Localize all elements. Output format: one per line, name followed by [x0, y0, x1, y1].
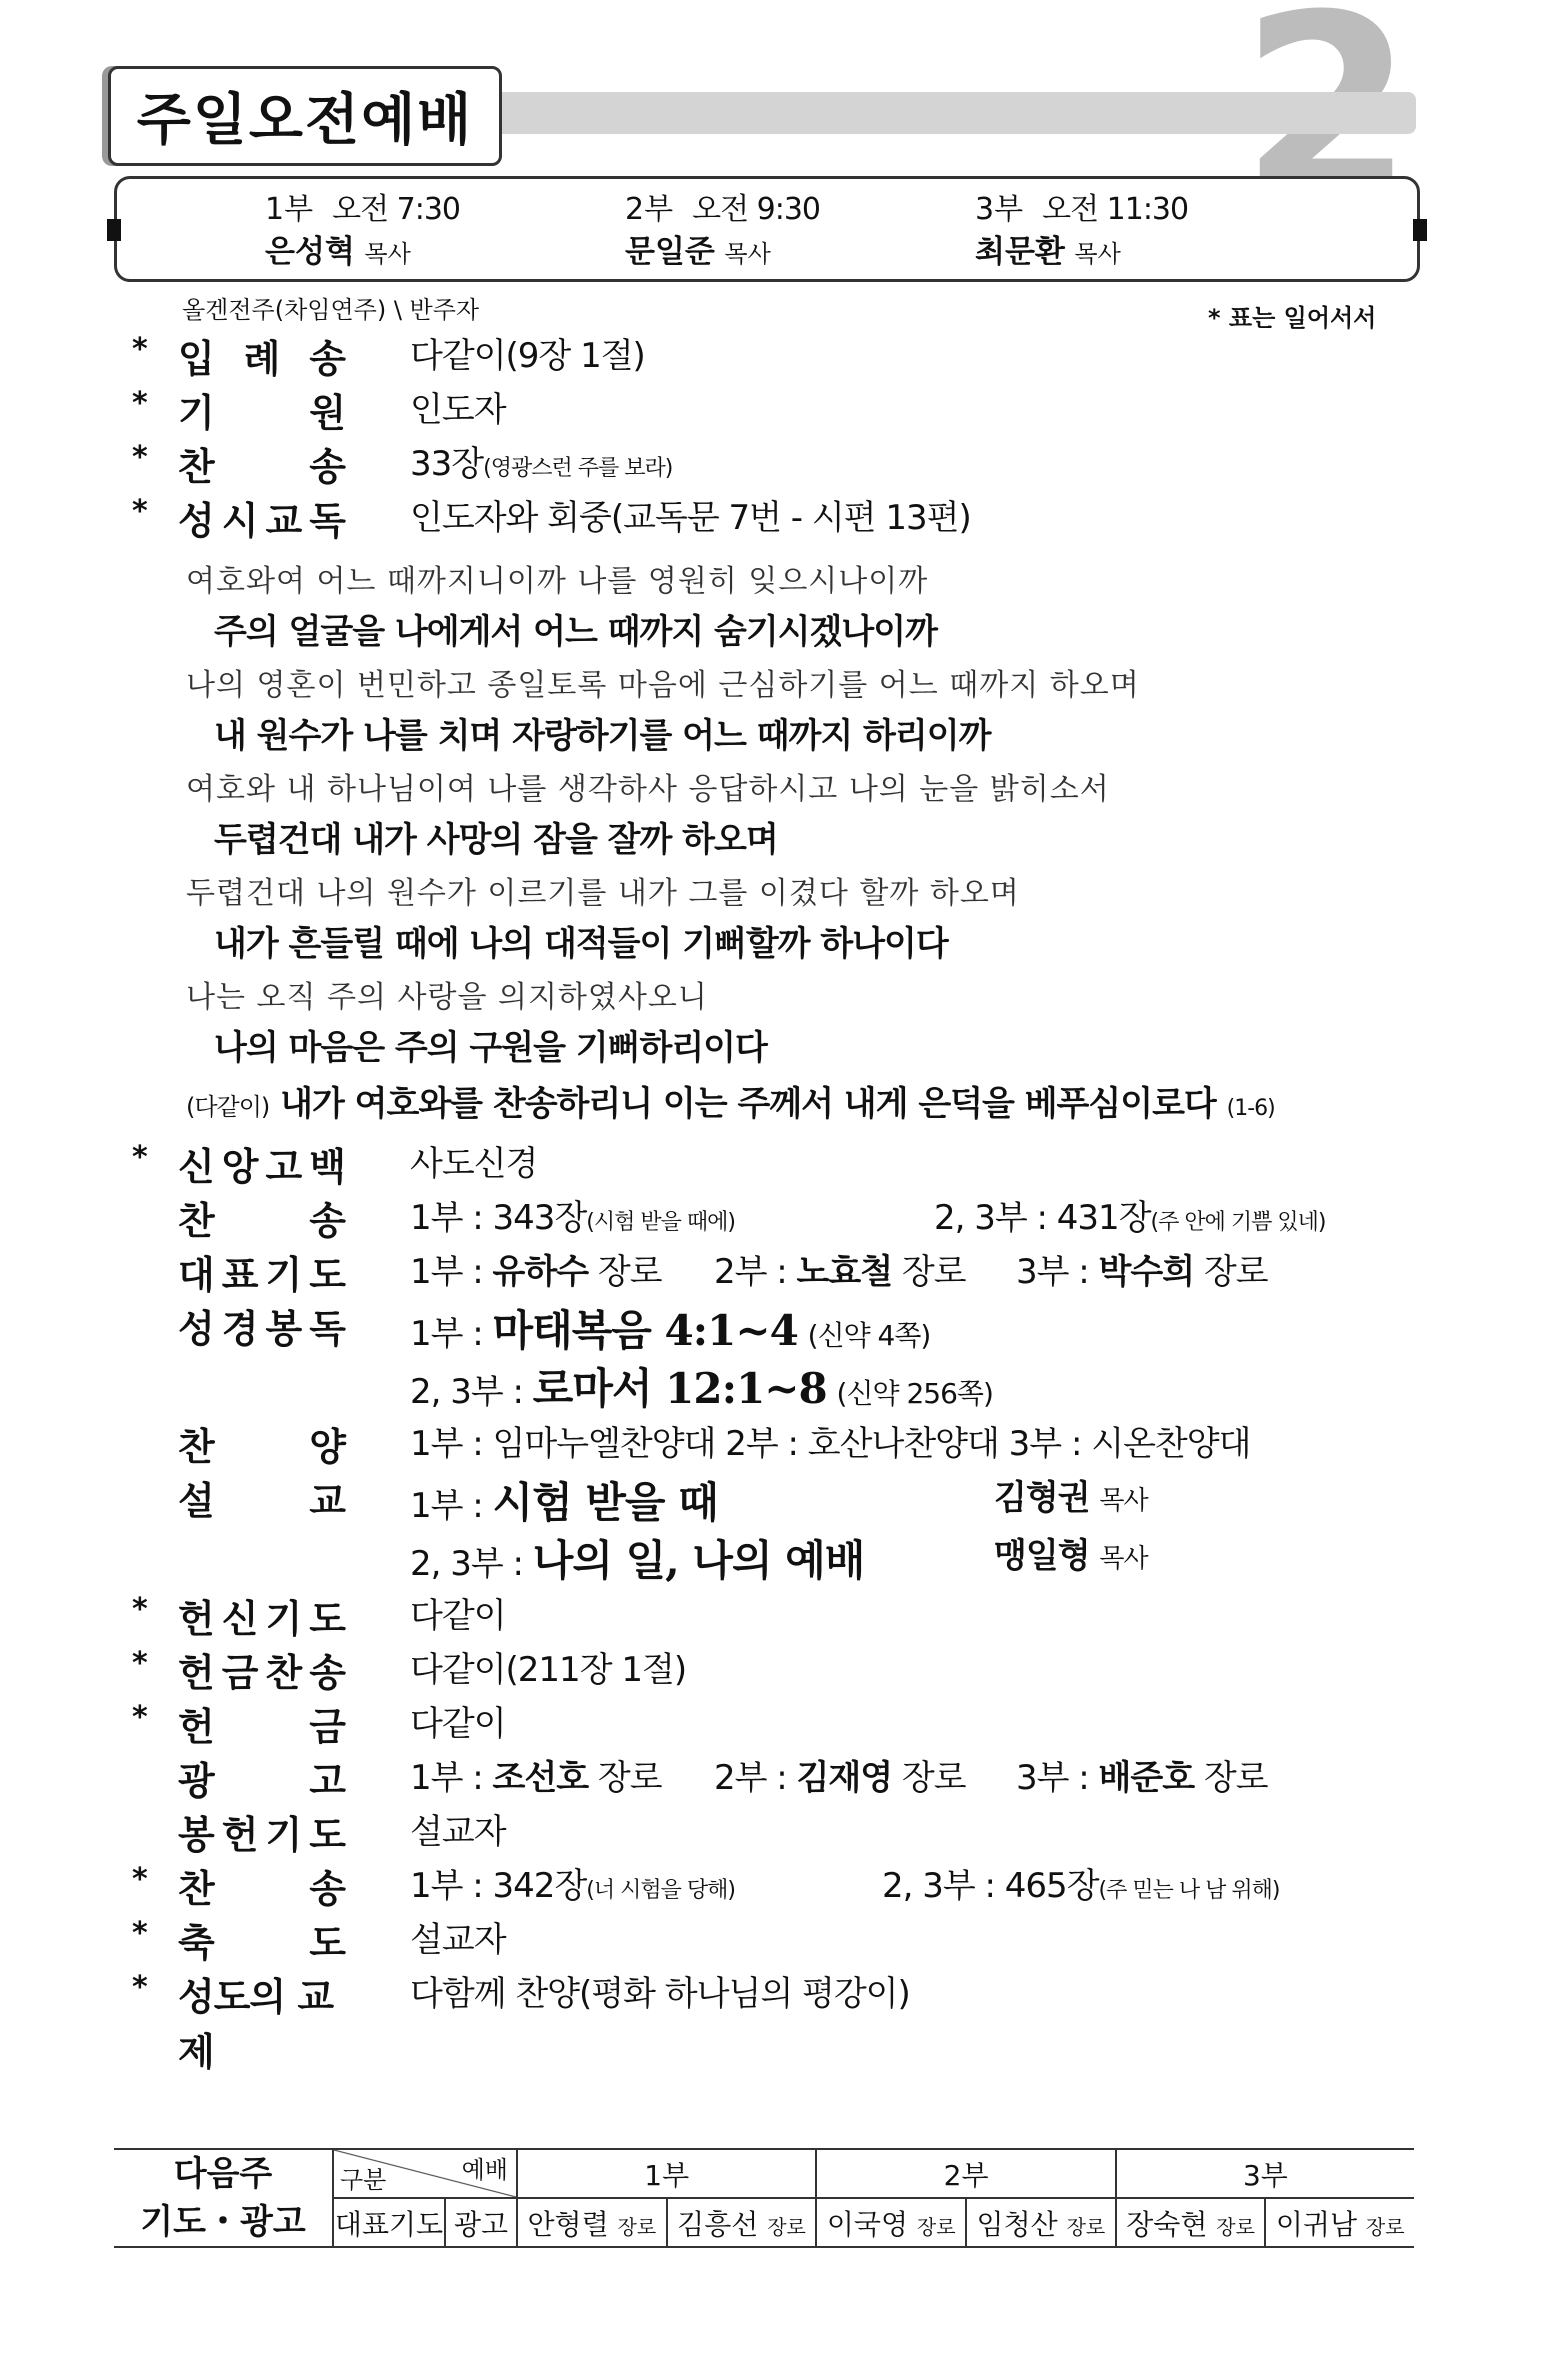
person-role: 장로 — [1216, 2214, 1255, 2239]
corner-right-label: 예배 — [461, 2156, 508, 2184]
label-char: 광 — [178, 1759, 215, 1803]
hymn-part1: 1부 : 342장 — [410, 1866, 587, 1906]
service-2-time: 오전 9:30 — [692, 192, 821, 227]
person-name: 임청산 — [976, 2207, 1058, 2241]
standing-note: * 표는 일어서서 — [1208, 304, 1377, 332]
row-label — [178, 1966, 346, 2076]
row-label — [178, 436, 346, 491]
preacher-2: 맹일형 — [994, 1536, 1090, 1576]
part-label: 1부 : — [410, 1486, 493, 1526]
order-row-responsive-reading — [0, 490, 1543, 544]
label-char: 봉 — [178, 1813, 215, 1857]
row-content — [410, 1528, 864, 1588]
elder-name: 조선호 — [492, 1758, 589, 1798]
service-3 — [975, 189, 1188, 275]
row-content-2 — [882, 1858, 1279, 1907]
label-char: 축 — [178, 1921, 215, 1965]
prelude-note: 올겐전주(차임연주) \ 반주자 — [182, 296, 480, 324]
row-label — [178, 1750, 346, 1805]
order-row-scripture-2 — [0, 1356, 1543, 1414]
sermon-title-1: 시험 받을 때 — [492, 1478, 718, 1527]
row-content — [410, 1356, 993, 1416]
part-label: 1부 : — [410, 1252, 493, 1292]
label-char: 찬 — [178, 445, 215, 489]
reading-response-line: 나의 마음은 주의 구원을 기뻐하리이다 — [214, 1028, 767, 1068]
elder-role: 장로 — [901, 1252, 966, 1292]
corner-cell — [333, 2149, 517, 2198]
label-char: 례 — [243, 337, 281, 381]
order-row-benediction — [0, 1912, 1543, 1966]
scripture-2-ref: (신약 256쪽) — [836, 1377, 993, 1410]
label-char: 송 — [309, 1199, 346, 1243]
row-label — [178, 490, 346, 545]
label-char: 헌 — [178, 1705, 215, 1749]
order-row-creed — [0, 1136, 1543, 1190]
standing-mark: * — [132, 1140, 148, 1175]
elder-role: 장로 — [1203, 1758, 1268, 1798]
elder-role: 장로 — [597, 1758, 662, 1798]
part-label: 1부 : — [410, 1758, 493, 1798]
person-role: 장로 — [1365, 2214, 1405, 2239]
row-content-2 — [994, 1528, 1148, 1577]
row-content — [410, 1244, 662, 1293]
row-content: 다같이(9장 1절) — [410, 336, 645, 376]
reading-leader-line: 여호와 내 하나님이여 나를 생각하사 응답하시고 나의 눈을 밝히소서 — [186, 772, 1110, 807]
hymn-part1-title: (시험 받을 때에) — [586, 1210, 735, 1235]
scripture-1: 마태복음 4:1~4 — [492, 1306, 798, 1355]
person-cell — [816, 2198, 966, 2247]
hymn-part23-title: (주 믿는 나 남 위해) — [1098, 1878, 1280, 1903]
person-role: 장로 — [617, 2214, 657, 2239]
elder-name: 노효철 — [796, 1252, 893, 1292]
label-char: 고 — [309, 1759, 346, 1803]
row-label — [178, 1136, 346, 1191]
person-role: 장로 — [916, 2214, 956, 2239]
order-row-closing-hymn — [0, 1858, 1543, 1912]
order-row-choir — [0, 1416, 1543, 1470]
part-header: 3부 — [1116, 2149, 1414, 2198]
title-bar — [496, 92, 1416, 134]
row-content-3 — [1016, 1244, 1268, 1293]
row-content: 1부 : 임마누엘찬양대 2부 : 호산나찬양대 3부 : 시온찬양대 — [410, 1424, 1251, 1464]
label-char: 표 — [221, 1253, 259, 1297]
label-char: 성 — [178, 499, 215, 543]
part-label: 1부 : — [410, 1314, 493, 1354]
sermon-title-2: 나의 일, 나의 예배 — [532, 1536, 865, 1585]
hymn-part1-title: (너 시험을 당해) — [586, 1878, 735, 1903]
row-label — [178, 1588, 346, 1643]
row-label — [178, 1858, 346, 1913]
row-label — [178, 328, 346, 383]
label-char: 송 — [309, 1867, 346, 1911]
preacher-1: 김형권 — [994, 1478, 1090, 1518]
order-row-fellowship — [0, 1966, 1543, 2074]
standing-mark: * — [132, 1970, 148, 2005]
label-char: 찬 — [178, 1867, 215, 1911]
reading-response-line: 주의 얼굴을 나에게서 어느 때까지 숨기시겠나이까 — [214, 612, 937, 652]
scripture-2: 로마서 12:1~8 — [532, 1364, 827, 1413]
part-label: 2부 : — [714, 1758, 797, 1798]
reading-response-line: 내가 흔들릴 때에 나의 대적들이 기뻐할까 하나이다 — [214, 924, 948, 964]
order-row-sermon — [0, 1470, 1543, 1528]
order-row-hymn-2 — [0, 1190, 1543, 1244]
hymn-part23: 2, 3부 : 431장 — [934, 1198, 1151, 1238]
person-name: 이귀남 — [1275, 2207, 1358, 2241]
scripture-1-ref: (신약 4쪽) — [807, 1319, 931, 1352]
page-title: 주일오전예배 — [136, 88, 474, 153]
service-1-time: 오전 7:30 — [332, 192, 461, 227]
reading-leader-line: 두렵건대 나의 원수가 이르기를 내가 그를 이겼다 할까 하오며 — [186, 876, 1020, 911]
label-char: 대 — [178, 1253, 215, 1297]
label-char: 교 — [265, 499, 303, 543]
elder-name: 배준호 — [1098, 1758, 1195, 1798]
order-row-offering — [0, 1696, 1543, 1750]
service-2 — [625, 189, 820, 275]
order-row-sermon-2 — [0, 1528, 1543, 1586]
reading-leader-line: 여호와여 어느 때까지니이까 나를 영원히 잊으시나이까 — [186, 564, 929, 599]
label-char: 도 — [309, 1921, 346, 1965]
part-label: 3부 : — [1016, 1758, 1099, 1798]
part-header: 1부 — [517, 2149, 816, 2198]
table-header-row — [114, 2149, 1414, 2198]
elder-role: 장로 — [597, 1252, 662, 1292]
service-3-time: 오전 11:30 — [1042, 192, 1189, 227]
person-name: 장숙현 — [1126, 2207, 1208, 2241]
unison-text: 내가 여호와를 찬송하리니 이는 주께서 내게 은덕을 베푸심이로다 — [280, 1084, 1216, 1124]
person-name: 안형렬 — [527, 2207, 609, 2241]
label-char: 입 — [178, 337, 215, 381]
order-row-offering-prayer — [0, 1804, 1543, 1858]
standing-mark: * — [132, 1700, 148, 1735]
order-row-prayer — [0, 1244, 1543, 1298]
person-role: 장로 — [767, 2214, 806, 2239]
row-content: 설교자 — [410, 1920, 506, 1960]
row-content — [410, 1190, 735, 1239]
next-week-title — [114, 2149, 333, 2247]
label-char: 헌 — [221, 1813, 259, 1857]
service-1-role: 목사 — [364, 240, 411, 268]
corner-left-label: 구분 — [340, 2166, 387, 2194]
row-content — [410, 436, 672, 485]
elder-name: 박수희 — [1098, 1252, 1195, 1292]
person-cell — [1116, 2198, 1266, 2247]
row-content — [410, 1298, 930, 1358]
label-char: 금 — [221, 1651, 259, 1695]
standing-mark: * — [132, 494, 148, 529]
order-row-invocation — [0, 382, 1543, 436]
hymn-number: 33장 — [410, 444, 484, 484]
row-label — [178, 1912, 346, 1967]
label-char: 헌 — [178, 1651, 215, 1695]
reading-leader-line: 나의 영혼이 번민하고 종일토록 마음에 근심하기를 어느 때까지 하오며 — [186, 668, 1140, 703]
part-header: 2부 — [816, 2149, 1115, 2198]
person-cell — [667, 2198, 817, 2247]
label-char: 교 — [309, 1479, 346, 1523]
row-label — [178, 1470, 346, 1525]
label-char: 송 — [309, 337, 346, 381]
label-char: 찬 — [265, 1651, 303, 1695]
label-char: 설 — [178, 1479, 215, 1523]
label-char: 헌 — [178, 1597, 215, 1641]
category-announce: 광고 — [445, 2198, 517, 2247]
label-char: 도 — [309, 1597, 346, 1641]
label-char: 기 — [265, 1597, 303, 1641]
unison-ref: (1-6) — [1226, 1096, 1275, 1121]
row-content: 다같이 — [410, 1704, 506, 1744]
row-content — [410, 1750, 662, 1799]
reading-leader-line: 나는 오직 주의 사랑을 의지하였사오니 — [186, 980, 708, 1015]
elder-role: 장로 — [1203, 1252, 1268, 1292]
hymn-part23-title: (주 안에 기쁨 있네) — [1150, 1210, 1326, 1235]
label-char: 도 — [309, 1253, 346, 1297]
category-prayer: 대표기도 — [333, 2198, 445, 2247]
label-char: 찬 — [178, 1199, 215, 1243]
order-row-offertory-hymn — [0, 1642, 1543, 1696]
label-char: 백 — [309, 1145, 346, 1189]
standing-mark: * — [132, 332, 148, 367]
row-label — [178, 1696, 346, 1751]
label-char: 고 — [265, 1145, 303, 1189]
label-char: 경 — [221, 1307, 259, 1351]
standing-mark: * — [132, 1862, 148, 1897]
person-name: 이국영 — [826, 2207, 909, 2241]
preacher-role: 목사 — [1099, 1486, 1148, 1516]
standing-mark: * — [132, 1646, 148, 1681]
title-line-2: 기도・광고 — [140, 2202, 306, 2242]
part-label: 2, 3부 : — [410, 1372, 533, 1412]
service-1 — [265, 189, 460, 275]
person-cell — [966, 2198, 1116, 2247]
standing-mark: * — [132, 386, 148, 421]
service-times-box — [114, 176, 1420, 282]
reading-response-line: 두렵건대 내가 사망의 잠을 잘까 하오며 — [214, 820, 778, 860]
row-label — [178, 1804, 346, 1859]
reading-unison-line — [186, 1076, 1275, 1125]
service-2-part: 2부 — [625, 192, 674, 227]
order-row-scripture — [0, 1298, 1543, 1356]
order-row-hymn — [0, 436, 1543, 490]
person-cell — [517, 2198, 667, 2247]
order-row-announcements — [0, 1750, 1543, 1804]
label-char: 시 — [221, 499, 259, 543]
row-content: 다같이(211장 1절) — [410, 1650, 687, 1690]
row-content: 인도자와 회중(교독문 7번 - 시편 13편) — [410, 498, 971, 538]
service-3-pastor: 최문환 — [975, 234, 1065, 270]
label-char: 양 — [309, 1425, 346, 1469]
preacher-role: 목사 — [1099, 1544, 1148, 1574]
hymn-part1: 1부 : 343장 — [410, 1198, 587, 1238]
label-char: 금 — [309, 1705, 346, 1749]
row-content: 설교자 — [410, 1812, 506, 1852]
service-3-part: 3부 — [975, 192, 1024, 227]
row-content-2 — [714, 1750, 966, 1799]
service-1-pastor: 은성혁 — [265, 234, 355, 270]
elder-name: 김재영 — [796, 1758, 893, 1798]
order-row-opening-hymn — [0, 328, 1543, 382]
title-box — [108, 66, 502, 166]
row-content: 사도신경 — [410, 1144, 538, 1184]
part-label: 2, 3부 : — [410, 1544, 533, 1584]
person-cell — [1265, 2198, 1414, 2247]
row-content: 인도자 — [410, 390, 506, 430]
box-tab-right — [1413, 219, 1427, 241]
label-char: 앙 — [221, 1145, 259, 1189]
row-label — [178, 1244, 346, 1299]
unison-prefix: (다같이) — [186, 1093, 270, 1121]
order-row-dedication-prayer — [0, 1588, 1543, 1642]
service-2-role: 목사 — [724, 240, 771, 268]
row-label — [178, 382, 346, 437]
row-label — [178, 1190, 346, 1245]
hymn-title: (영광스런 주를 보라) — [483, 456, 673, 481]
label-char: 독 — [309, 499, 346, 543]
label-char: 기 — [265, 1813, 303, 1857]
row-content: 다같이 — [410, 1596, 506, 1636]
label-char: 신 — [221, 1597, 259, 1641]
service-2-pastor: 문일준 — [625, 234, 715, 270]
box-tab-left — [107, 219, 121, 241]
label-char: 기 — [178, 391, 215, 435]
part-label: 2부 : — [714, 1252, 797, 1292]
row-content — [410, 1470, 718, 1530]
row-label — [178, 1642, 346, 1697]
row-content-2 — [714, 1244, 966, 1293]
row-label — [178, 1416, 346, 1471]
title-line-1: 다음주 — [173, 2154, 273, 2194]
label-char: 신 — [178, 1145, 215, 1189]
person-role: 장로 — [1066, 2214, 1106, 2239]
label-char: 찬 — [178, 1425, 215, 1469]
label-text: 성도의 교제 — [178, 1975, 334, 2074]
next-week-table — [114, 2148, 1414, 2248]
elder-role: 장로 — [901, 1758, 966, 1798]
part-label: 3부 : — [1016, 1252, 1099, 1292]
row-content-2 — [994, 1470, 1148, 1519]
label-char: 원 — [309, 391, 346, 435]
label-char: 독 — [309, 1307, 346, 1351]
label-char: 송 — [309, 445, 346, 489]
standing-mark: * — [132, 1592, 148, 1627]
row-content-2 — [934, 1190, 1325, 1239]
row-content-3 — [1016, 1750, 1268, 1799]
person-name: 김흥선 — [677, 2207, 759, 2241]
label-char: 기 — [265, 1253, 303, 1297]
elder-name: 유하수 — [492, 1252, 589, 1292]
service-1-part: 1부 — [265, 192, 314, 227]
row-content — [410, 1858, 735, 1907]
label-char: 봉 — [265, 1307, 303, 1351]
standing-mark: * — [132, 440, 148, 475]
label-char: 도 — [309, 1813, 346, 1857]
service-3-role: 목사 — [1074, 240, 1121, 268]
label-char: 송 — [309, 1651, 346, 1695]
hymn-part23: 2, 3부 : 465장 — [882, 1866, 1099, 1906]
row-label — [178, 1298, 346, 1353]
reading-response-line: 내 원수가 나를 치며 자랑하기를 어느 때까지 하리이까 — [214, 716, 991, 756]
label-char: 성 — [178, 1307, 215, 1351]
standing-mark: * — [132, 1916, 148, 1951]
row-content: 다함께 찬양(평화 하나님의 평강이) — [410, 1974, 910, 2014]
